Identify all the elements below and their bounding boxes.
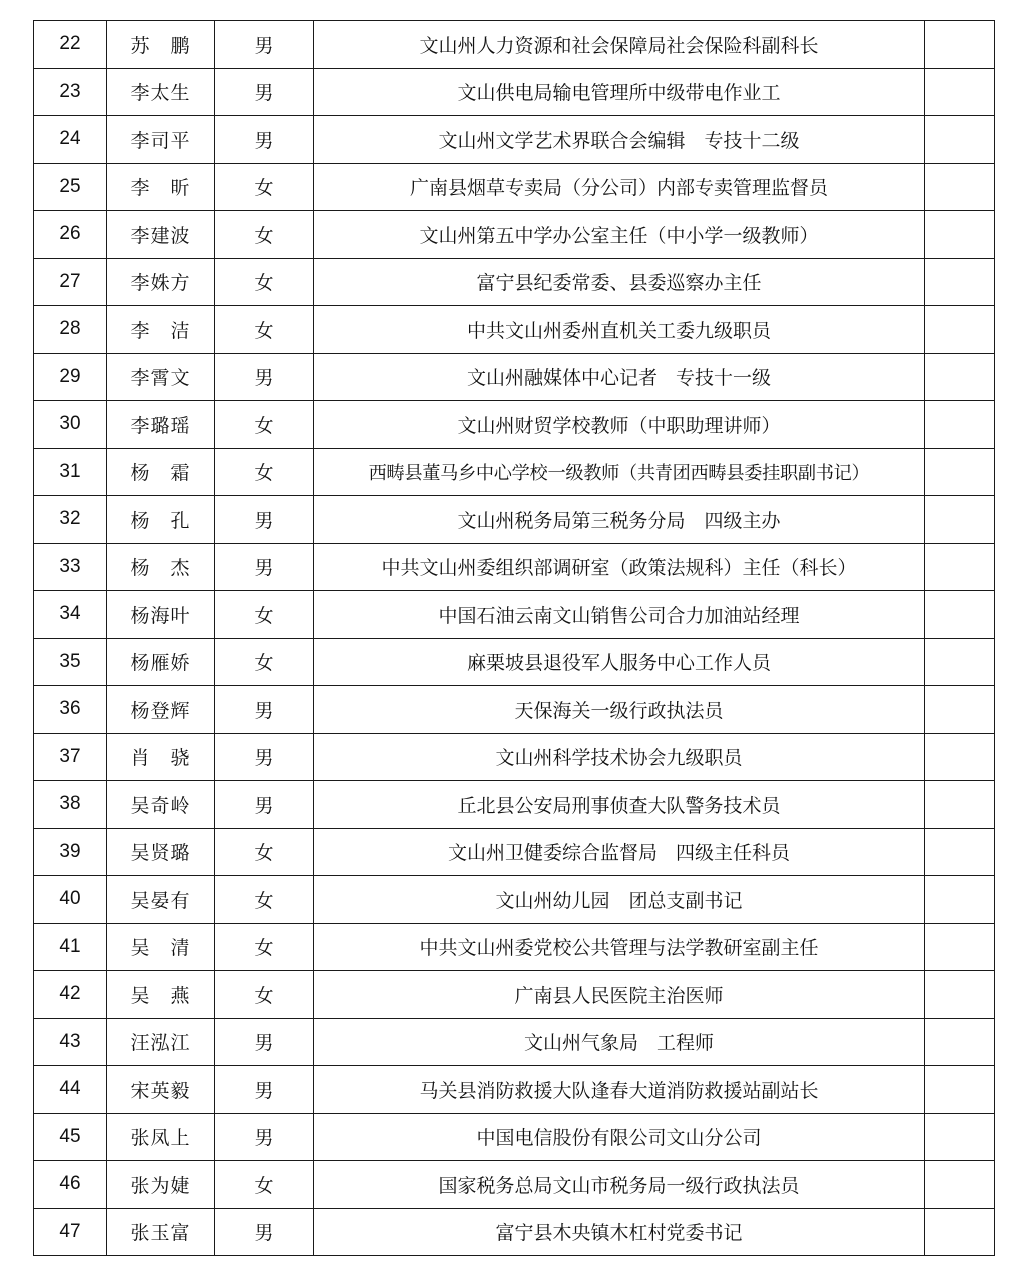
person-name: 吴 燕 bbox=[107, 971, 215, 1019]
table-row bbox=[34, 1066, 995, 1114]
remarks bbox=[925, 496, 995, 544]
person-name: 李姝方 bbox=[107, 258, 215, 306]
row-number: 27 bbox=[34, 258, 107, 306]
gender: 男 bbox=[215, 496, 314, 544]
person-name: 李霄文 bbox=[107, 353, 215, 401]
person-name: 肖 骁 bbox=[107, 733, 215, 781]
table-row bbox=[34, 543, 995, 591]
table-row bbox=[34, 733, 995, 781]
gender: 男 bbox=[215, 686, 314, 734]
table-row bbox=[34, 686, 995, 734]
table-row bbox=[34, 876, 995, 924]
table-row bbox=[34, 923, 995, 971]
person-name: 吴 清 bbox=[107, 923, 215, 971]
position: 马关县消防救援大队逢春大道消防救援站副站长 bbox=[314, 1066, 925, 1114]
position: 中国石油云南文山销售公司合力加油站经理 bbox=[314, 591, 925, 639]
person-name: 杨 杰 bbox=[107, 543, 215, 591]
remarks bbox=[925, 68, 995, 116]
roster-page bbox=[33, 20, 995, 1256]
position: 广南县烟草专卖局（分公司）内部专卖管理监督员 bbox=[314, 163, 925, 211]
row-number: 29 bbox=[34, 353, 107, 401]
remarks bbox=[925, 781, 995, 829]
table-row bbox=[34, 306, 995, 354]
gender: 女 bbox=[215, 211, 314, 259]
gender: 女 bbox=[215, 638, 314, 686]
row-number: 47 bbox=[34, 1208, 107, 1256]
position: 文山供电局输电管理所中级带电作业工 bbox=[314, 68, 925, 116]
position: 中共文山州委组织部调研室（政策法规科）主任（科长） bbox=[314, 543, 925, 591]
remarks bbox=[925, 1066, 995, 1114]
gender: 男 bbox=[215, 1066, 314, 1114]
row-number: 28 bbox=[34, 306, 107, 354]
remarks bbox=[925, 211, 995, 259]
row-number: 45 bbox=[34, 1113, 107, 1161]
person-name: 李 洁 bbox=[107, 306, 215, 354]
gender: 女 bbox=[215, 448, 314, 496]
table-row bbox=[34, 828, 995, 876]
remarks bbox=[925, 401, 995, 449]
remarks bbox=[925, 591, 995, 639]
table-row bbox=[34, 68, 995, 116]
row-number: 44 bbox=[34, 1066, 107, 1114]
remarks bbox=[925, 353, 995, 401]
position: 麻栗坡县退役军人服务中心工作人员 bbox=[314, 638, 925, 686]
position: 天保海关一级行政执法员 bbox=[314, 686, 925, 734]
gender: 男 bbox=[215, 21, 314, 69]
position: 文山州幼儿园 团总支副书记 bbox=[314, 876, 925, 924]
gender: 男 bbox=[215, 353, 314, 401]
position: 富宁县木央镇木杠村党委书记 bbox=[314, 1208, 925, 1256]
person-name: 李司平 bbox=[107, 116, 215, 164]
position: 文山州第五中学办公室主任（中小学一级教师） bbox=[314, 211, 925, 259]
table-row bbox=[34, 258, 995, 306]
person-name: 张玉富 bbox=[107, 1208, 215, 1256]
position: 中共文山州委党校公共管理与法学教研室副主任 bbox=[314, 923, 925, 971]
table-row bbox=[34, 638, 995, 686]
person-name: 张凤上 bbox=[107, 1113, 215, 1161]
table-row bbox=[34, 971, 995, 1019]
table-row bbox=[34, 401, 995, 449]
row-number: 26 bbox=[34, 211, 107, 259]
position: 文山州气象局 工程师 bbox=[314, 1018, 925, 1066]
remarks bbox=[925, 876, 995, 924]
row-number: 34 bbox=[34, 591, 107, 639]
row-number: 43 bbox=[34, 1018, 107, 1066]
remarks bbox=[925, 448, 995, 496]
remarks bbox=[925, 638, 995, 686]
gender: 女 bbox=[215, 401, 314, 449]
remarks bbox=[925, 1161, 995, 1209]
remarks bbox=[925, 543, 995, 591]
gender: 男 bbox=[215, 1018, 314, 1066]
table-row bbox=[34, 1018, 995, 1066]
position: 广南县人民医院主治医师 bbox=[314, 971, 925, 1019]
remarks bbox=[925, 828, 995, 876]
table-row bbox=[34, 1113, 995, 1161]
person-name: 汪泓江 bbox=[107, 1018, 215, 1066]
row-number: 33 bbox=[34, 543, 107, 591]
remarks bbox=[925, 923, 995, 971]
person-name: 杨 霜 bbox=[107, 448, 215, 496]
position: 文山州人力资源和社会保障局社会保险科副科长 bbox=[314, 21, 925, 69]
table-row bbox=[34, 1208, 995, 1256]
person-name: 吴奇岭 bbox=[107, 781, 215, 829]
row-number: 30 bbox=[34, 401, 107, 449]
gender: 男 bbox=[215, 1208, 314, 1256]
row-number: 37 bbox=[34, 733, 107, 781]
person-name: 杨 孔 bbox=[107, 496, 215, 544]
row-number: 41 bbox=[34, 923, 107, 971]
gender: 女 bbox=[215, 1161, 314, 1209]
gender: 女 bbox=[215, 923, 314, 971]
row-number: 46 bbox=[34, 1161, 107, 1209]
position: 中国电信股份有限公司文山分公司 bbox=[314, 1113, 925, 1161]
gender: 男 bbox=[215, 116, 314, 164]
position: 文山州科学技术协会九级职员 bbox=[314, 733, 925, 781]
table-row bbox=[34, 1161, 995, 1209]
position: 文山州文学艺术界联合会编辑 专技十二级 bbox=[314, 116, 925, 164]
row-number: 36 bbox=[34, 686, 107, 734]
table-row bbox=[34, 21, 995, 69]
remarks bbox=[925, 306, 995, 354]
remarks bbox=[925, 686, 995, 734]
row-number: 23 bbox=[34, 68, 107, 116]
person-name: 杨海叶 bbox=[107, 591, 215, 639]
position: 文山州融媒体中心记者 专技十一级 bbox=[314, 353, 925, 401]
gender: 男 bbox=[215, 1113, 314, 1161]
remarks bbox=[925, 163, 995, 211]
remarks bbox=[925, 116, 995, 164]
roster-body bbox=[34, 21, 995, 1256]
gender: 女 bbox=[215, 828, 314, 876]
row-number: 35 bbox=[34, 638, 107, 686]
row-number: 25 bbox=[34, 163, 107, 211]
position: 西畴县董马乡中心学校一级教师（共青团西畴县委挂职副书记） bbox=[314, 448, 925, 496]
gender: 男 bbox=[215, 781, 314, 829]
table-row bbox=[34, 591, 995, 639]
position: 中共文山州委州直机关工委九级职员 bbox=[314, 306, 925, 354]
remarks bbox=[925, 21, 995, 69]
row-number: 31 bbox=[34, 448, 107, 496]
position: 文山州卫健委综合监督局 四级主任科员 bbox=[314, 828, 925, 876]
gender: 女 bbox=[215, 876, 314, 924]
row-number: 22 bbox=[34, 21, 107, 69]
position: 文山州财贸学校教师（中职助理讲师） bbox=[314, 401, 925, 449]
person-name: 吴贤璐 bbox=[107, 828, 215, 876]
table-row bbox=[34, 353, 995, 401]
gender: 女 bbox=[215, 971, 314, 1019]
roster-table bbox=[33, 20, 995, 1256]
person-name: 李璐瑶 bbox=[107, 401, 215, 449]
remarks bbox=[925, 1208, 995, 1256]
remarks bbox=[925, 733, 995, 781]
row-number: 42 bbox=[34, 971, 107, 1019]
remarks bbox=[925, 258, 995, 306]
person-name: 李 昕 bbox=[107, 163, 215, 211]
gender: 女 bbox=[215, 258, 314, 306]
person-name: 宋英毅 bbox=[107, 1066, 215, 1114]
position: 富宁县纪委常委、县委巡察办主任 bbox=[314, 258, 925, 306]
gender: 男 bbox=[215, 543, 314, 591]
table-row bbox=[34, 116, 995, 164]
table-row bbox=[34, 163, 995, 211]
row-number: 39 bbox=[34, 828, 107, 876]
remarks bbox=[925, 971, 995, 1019]
person-name: 李建波 bbox=[107, 211, 215, 259]
row-number: 32 bbox=[34, 496, 107, 544]
person-name: 张为婕 bbox=[107, 1161, 215, 1209]
table-row bbox=[34, 448, 995, 496]
row-number: 38 bbox=[34, 781, 107, 829]
gender: 女 bbox=[215, 591, 314, 639]
remarks bbox=[925, 1018, 995, 1066]
person-name: 苏 鹏 bbox=[107, 21, 215, 69]
table-row bbox=[34, 211, 995, 259]
position: 国家税务总局文山市税务局一级行政执法员 bbox=[314, 1161, 925, 1209]
gender: 女 bbox=[215, 306, 314, 354]
remarks bbox=[925, 1113, 995, 1161]
row-number: 24 bbox=[34, 116, 107, 164]
person-name: 杨雁娇 bbox=[107, 638, 215, 686]
position: 丘北县公安局刑事侦查大队警务技术员 bbox=[314, 781, 925, 829]
position: 文山州税务局第三税务分局 四级主办 bbox=[314, 496, 925, 544]
table-row bbox=[34, 781, 995, 829]
gender: 女 bbox=[215, 163, 314, 211]
person-name: 杨登辉 bbox=[107, 686, 215, 734]
gender: 男 bbox=[215, 68, 314, 116]
row-number: 40 bbox=[34, 876, 107, 924]
person-name: 吴晏有 bbox=[107, 876, 215, 924]
gender: 男 bbox=[215, 733, 314, 781]
table-row bbox=[34, 496, 995, 544]
person-name: 李太生 bbox=[107, 68, 215, 116]
